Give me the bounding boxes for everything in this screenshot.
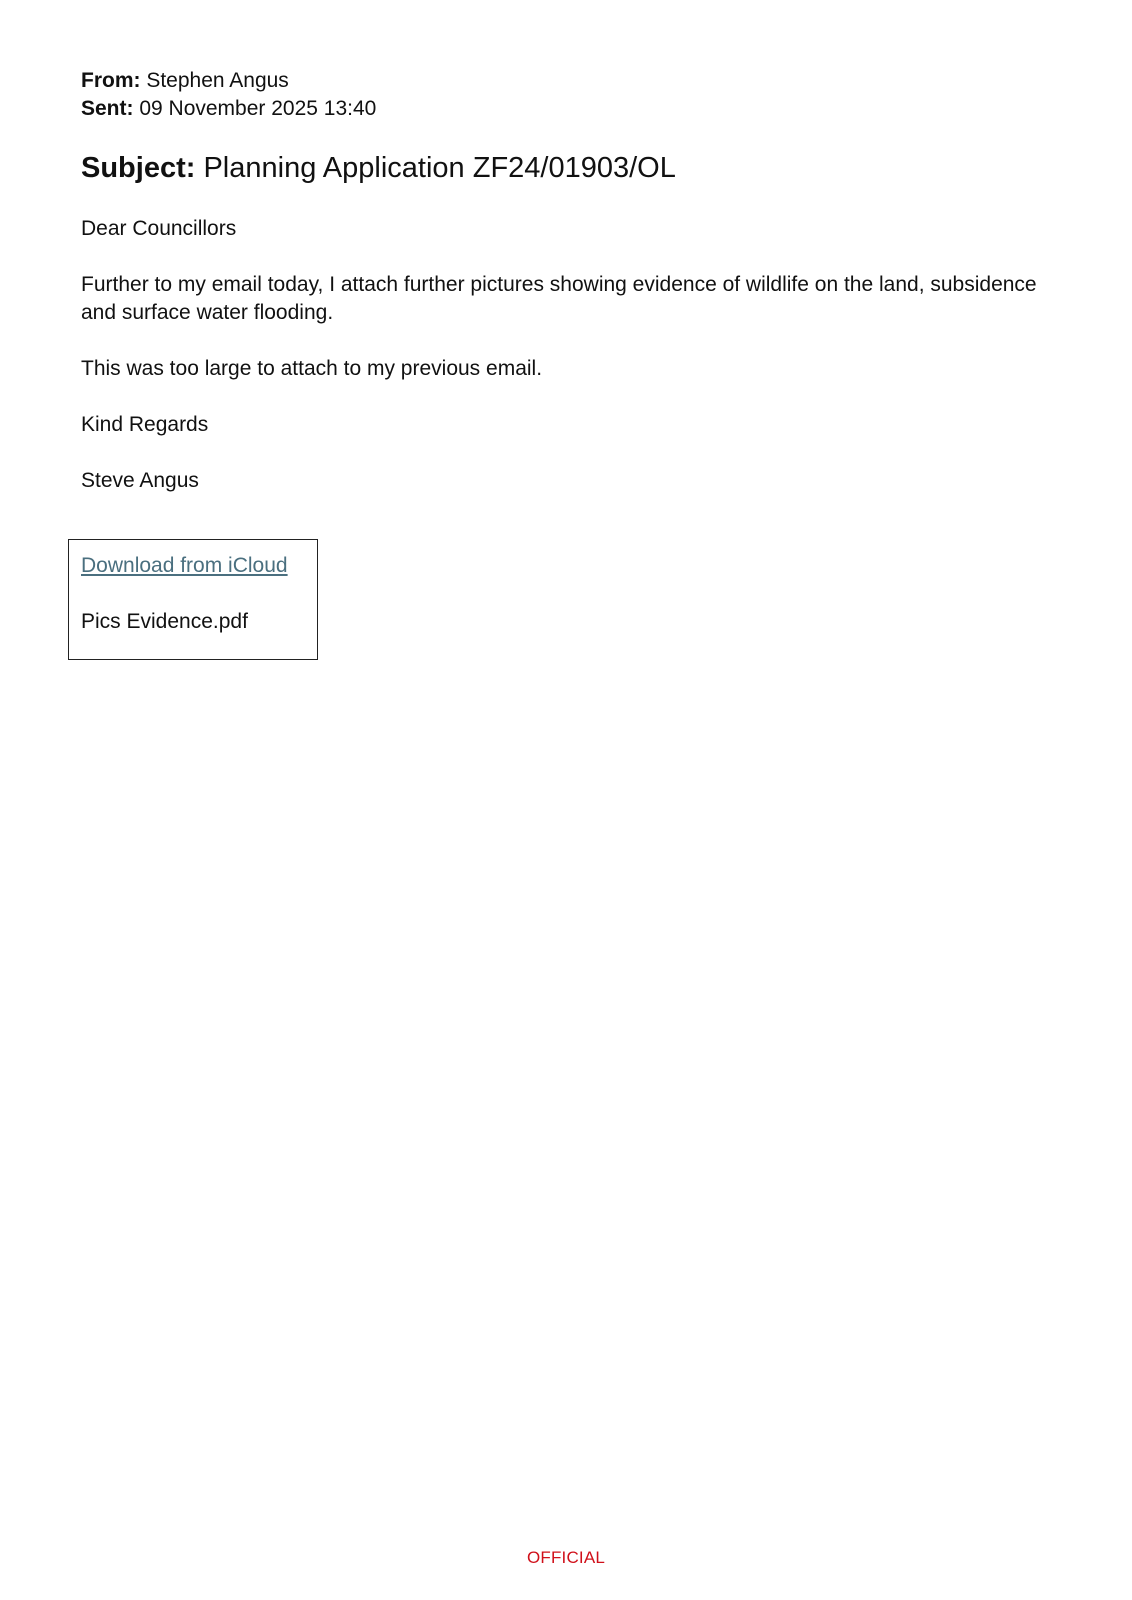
signature: Steve Angus xyxy=(81,469,199,492)
classification-marking: OFFICIAL xyxy=(526,1548,606,1567)
from-label: From: xyxy=(81,69,141,92)
subject-label: Subject: xyxy=(81,152,196,184)
subject-value: Planning Application ZF24/01903/OL xyxy=(203,152,676,184)
email-header xyxy=(81,67,376,123)
subject-line xyxy=(81,150,676,186)
from-value: Stephen Angus xyxy=(146,69,289,92)
download-icloud-link[interactable]: Download from iCloud xyxy=(81,554,288,577)
closing: Kind Regards xyxy=(81,413,209,436)
attachment-box xyxy=(68,539,318,660)
attachment-file-name: Pics Evidence.pdf xyxy=(81,610,248,633)
body-paragraph-2: This was too large to attach to my previous email. xyxy=(81,357,543,380)
sent-value: 09 November 2025 13:40 xyxy=(139,97,377,120)
body-paragraph-1: Further to my email today, I attach further pictures showing evidence of wildlife on the land, subsidence and surface water flooding. xyxy=(81,273,1037,324)
sent-label: Sent: xyxy=(81,97,134,120)
email-body xyxy=(81,215,1041,523)
from-line xyxy=(81,67,376,95)
greeting: Dear Councillors xyxy=(81,217,237,240)
sent-line xyxy=(81,95,376,123)
